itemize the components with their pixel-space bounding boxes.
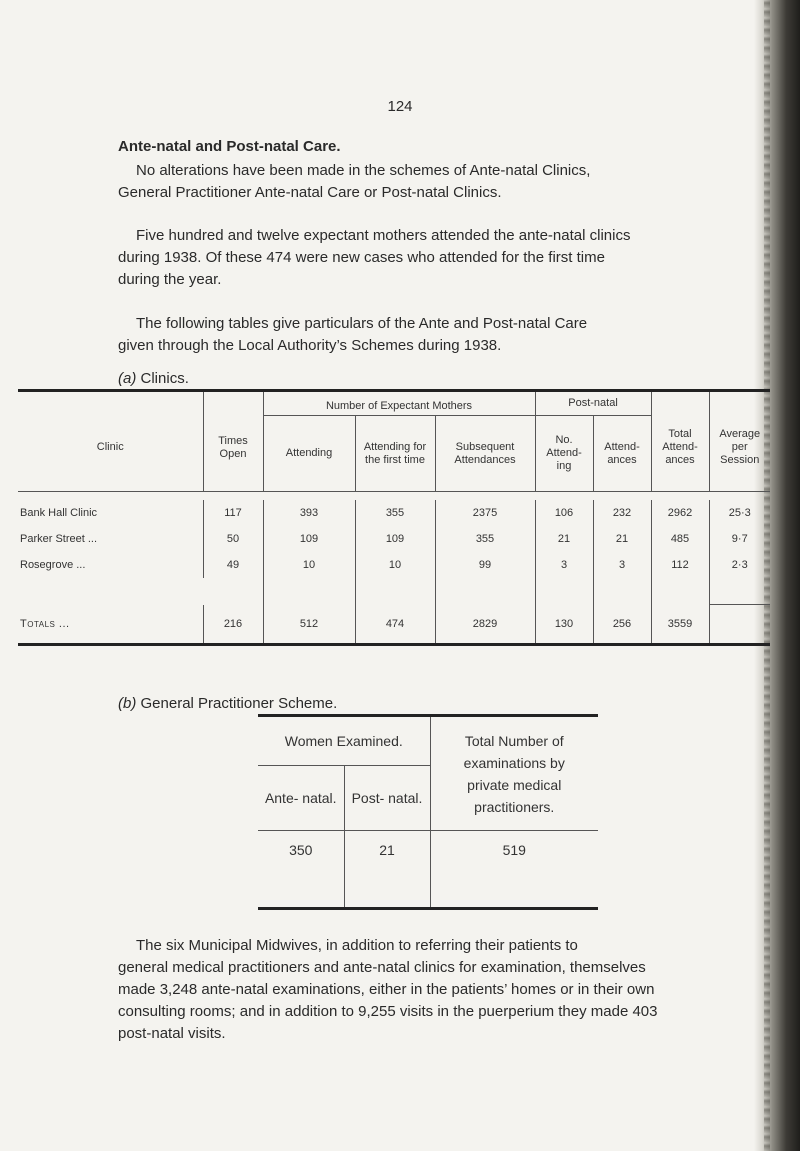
cell-subsequent: 2375 (435, 500, 535, 526)
general-practitioner-table (258, 714, 598, 910)
header-average-per-session: Average per Session (709, 391, 770, 492)
cell-attending-first: 355 (355, 500, 435, 526)
table-b-title: General Practitioner Scheme. (140, 695, 338, 712)
cell-clinic: Rosegrove ... (20, 559, 86, 571)
cell-attending-first: 10 (355, 552, 435, 578)
header-attending: Attending (263, 416, 355, 492)
cell-clinic: Bank Hall Clinic (20, 507, 98, 519)
header-women-examined: Women Examined. (258, 716, 430, 766)
table-row-totals (18, 605, 770, 645)
header-total-number-examinations: Total Number of examinations by private medical practitioners. (430, 716, 598, 831)
table-row (18, 500, 770, 526)
table-a-title: Clinics. (140, 370, 189, 387)
text-line: during the year. (118, 271, 222, 288)
text-line: No alterations have been made in the schemes of Ante-natal Clinics, (136, 162, 591, 179)
table-b-caption (118, 695, 337, 712)
section-heading: Ante-natal and Post-natal Care. (118, 138, 341, 155)
cell-total: 485 (651, 526, 709, 552)
cell-clinic: Parker Street ... (20, 533, 98, 545)
cell-pn-attendances: 21 (593, 526, 651, 552)
header-clinic: Clinic (96, 441, 124, 453)
paragraph-midwives (118, 935, 730, 1045)
cell-average: 2·3 (709, 552, 770, 578)
header-attending-first-time: Attending for the first time (355, 416, 435, 492)
table-row (18, 526, 770, 552)
cell-totals-label: Totals ... (20, 617, 70, 630)
paragraph-tables-intro (118, 313, 738, 357)
cell-total: 112 (651, 552, 709, 578)
cell-post-natal: 21 (344, 831, 430, 870)
header-post-natal: Post- natal. (344, 766, 430, 831)
cell-attending: 393 (263, 500, 355, 526)
cell-pn-attending: 3 (535, 552, 593, 578)
header-post-natal: Post-natal (535, 391, 651, 416)
table-b-letter: (b) (118, 695, 137, 712)
cell-ante-natal: 350 (289, 842, 313, 858)
header-pn-attendances: Attend- ances (593, 416, 651, 492)
cell-pn-attending: 21 (535, 526, 593, 552)
cell-total: 3559 (651, 605, 709, 645)
header-number-expectant-mothers: Number of Expectant Mothers (263, 391, 535, 416)
cell-average (709, 605, 770, 645)
header-pn-no-attending: No. Attend- ing (535, 416, 593, 492)
header-times-open: Times Open (203, 391, 263, 492)
header-total-attendances: Total Attend- ances (651, 391, 709, 492)
cell-pn-attendances: 3 (593, 552, 651, 578)
text-line: The six Municipal Midwives, in addition to referring their patients to (136, 937, 578, 954)
cell-times-open: 216 (203, 605, 263, 645)
cell-average: 9·7 (709, 526, 770, 552)
table-row (18, 552, 770, 578)
cell-attending: 109 (263, 526, 355, 552)
cell-times-open: 117 (203, 500, 263, 526)
cell-times-open: 49 (203, 552, 263, 578)
text-line: Five hundred and twelve expectant mothers attended the ante-natal clinics (136, 227, 631, 244)
cell-pn-attending: 106 (535, 500, 593, 526)
cell-pn-attendances: 232 (593, 500, 651, 526)
header-ante-natal: Ante- natal. (264, 790, 337, 806)
cell-subsequent: 355 (435, 526, 535, 552)
text-line: General Practitioner Ante-natal Care or Post-natal Clinics. (118, 184, 502, 201)
text-line: The following tables give particulars of the Ante and Post-natal Care (136, 315, 588, 332)
paragraph-alterations (118, 160, 738, 204)
table-row (258, 831, 598, 870)
cell-attending-first: 474 (355, 605, 435, 645)
cell-subsequent: 99 (435, 552, 535, 578)
text-line: consulting rooms; and in addition to 9,255 visits in the puerperium they made 403 (118, 1003, 658, 1020)
paragraph-expectant-mothers (118, 225, 738, 291)
cell-pn-attending: 130 (535, 605, 593, 645)
text-line: during 1938. Of these 474 were new cases who attended for the first time (118, 249, 605, 266)
cell-pn-attendances: 256 (593, 605, 651, 645)
header-subsequent-attendances: Subsequent Attendances (435, 416, 535, 492)
cell-attending-first: 109 (355, 526, 435, 552)
cell-total-examinations: 519 (430, 831, 598, 870)
cell-average: 25·3 (709, 500, 770, 526)
cell-attending: 10 (263, 552, 355, 578)
table-a-caption (118, 370, 189, 387)
clinics-table (18, 389, 770, 646)
cell-subsequent: 2829 (435, 605, 535, 645)
table-a-letter: (a) (118, 370, 137, 387)
text-line: given through the Local Authority’s Schemes during 1938. (118, 337, 502, 354)
cell-attending: 512 (263, 605, 355, 645)
cell-total: 2962 (651, 500, 709, 526)
text-line: made 3,248 ante-natal examinations, either in the patients’ homes or in their own (118, 981, 655, 998)
page-number: 124 (387, 98, 413, 115)
text-line: post-natal visits. (118, 1025, 226, 1042)
cell-times-open: 50 (203, 526, 263, 552)
text-line: general medical practitioners and ante-natal clinics for examination, themselves (118, 959, 646, 976)
